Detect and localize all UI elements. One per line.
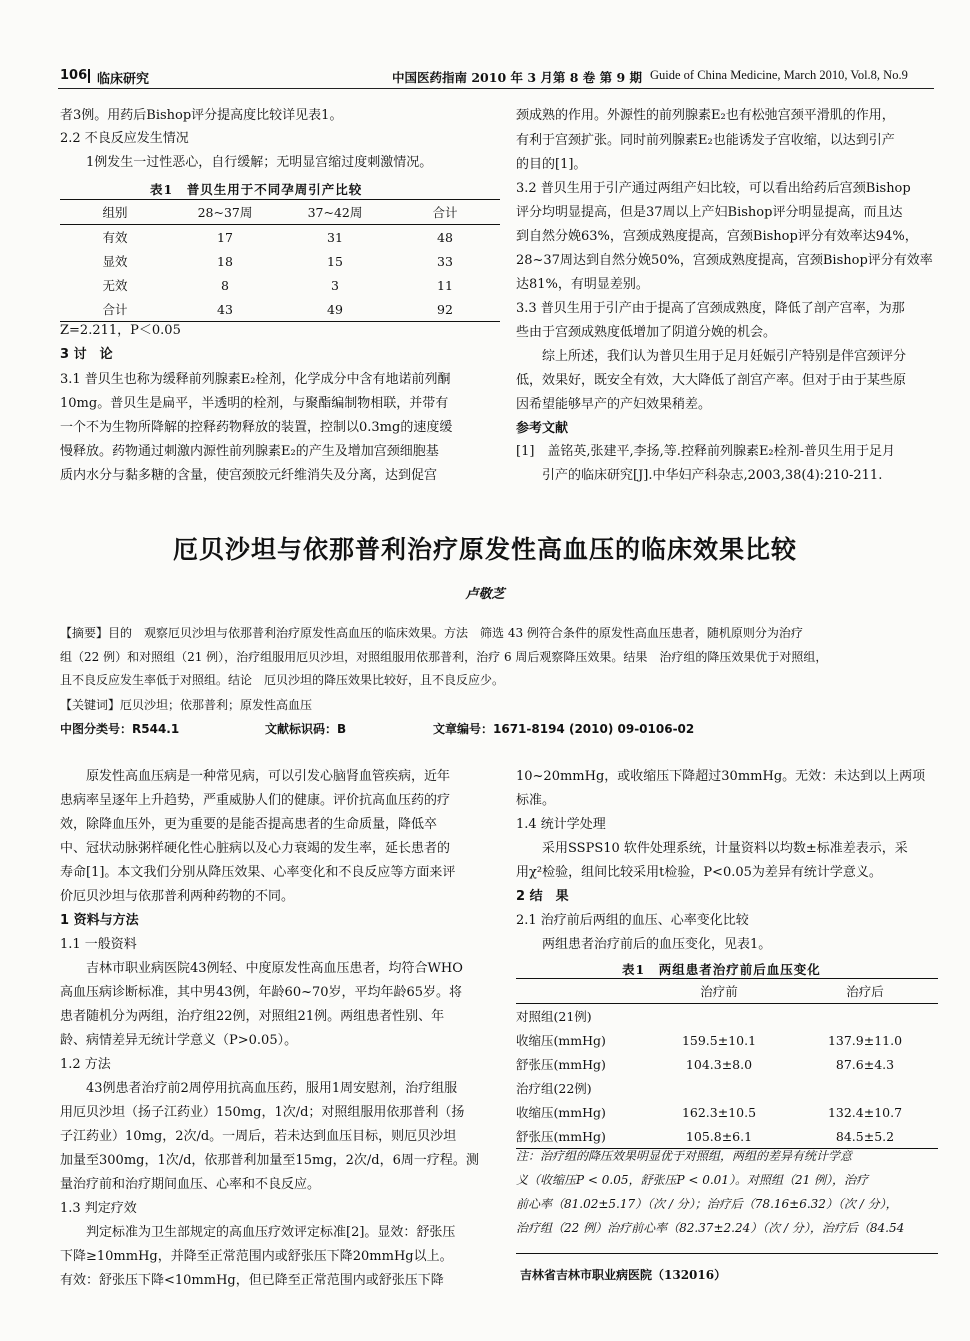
document-code: 文献标识码：B	[265, 722, 347, 736]
body-line: 原发性高血压病是一种常见病，可以引发心脑肾血管疾病，近年	[60, 769, 451, 784]
table-cell: 33	[437, 253, 453, 269]
table-cell: 31	[327, 229, 343, 245]
table-header-cell: 治疗前	[700, 984, 738, 999]
table-cell: 43	[217, 301, 233, 317]
subsection-heading: 1.4 统计学处理	[516, 817, 606, 832]
table-row	[516, 1124, 938, 1149]
subsection-heading: 2.1 治疗前后两组的血压、心率变化比较	[516, 913, 749, 928]
body-line: 子江药业）10mg，2次/d。一周后，若未达到血压目标，则厄贝沙坦	[60, 1129, 457, 1144]
abstract-line: 且不良反应发生率低于对照组。结论 厄贝沙坦的降压效果比较好，且不良反应少。	[60, 673, 505, 687]
table-cell: 92	[437, 301, 453, 317]
table-header-cell: 治疗后	[846, 984, 884, 999]
body-line: 量治疗前和治疗期间血压、心率和不良反应。	[60, 1177, 321, 1192]
journal-info-cn: 中国医药指南 2010 年 3 月第 8 卷 第 9 期	[392, 70, 643, 85]
header-divider-bar	[88, 69, 90, 83]
table-cell: 有效	[102, 230, 128, 245]
table-row	[60, 273, 500, 297]
subsection-heading: 1.3 判定疗效	[60, 1201, 137, 1216]
table-cell: 137.9±11.0	[827, 1032, 903, 1048]
table-cell: 舒张压(mmHg)	[516, 1057, 606, 1072]
table-note-line: 义（收缩压P < 0.05，舒张压P < 0.01）。对照组（21 例），治疗	[516, 1173, 869, 1187]
discussion-line: 质内水分与黏多糖的含量，使宫颈胶元纤维消失及分离，达到促宫	[60, 468, 438, 483]
table-row	[516, 1028, 938, 1052]
body-line: 10~20mmHg，或收缩压下降超过30mmHg。无效：未达到以上两项	[516, 769, 926, 784]
data-table	[60, 199, 500, 322]
table-cell	[646, 1004, 792, 1029]
table-row	[60, 225, 500, 250]
table-cell: 3	[331, 277, 339, 293]
table-cell: 舒张压(mmHg)	[516, 1129, 606, 1144]
body-line: 用厄贝沙坦（扬子江药业）150mg，1次/d；对照组服用依那普利（扬	[60, 1105, 465, 1120]
table-cell	[792, 1004, 938, 1029]
table-header-cell: 37~42周	[307, 205, 363, 220]
body-line: 加量至300mg，1次/d，依那普利加量至15mg，2次/d，6周一疗程。测	[60, 1153, 479, 1168]
table-cell: 84.5±5.2	[835, 1128, 895, 1144]
table-cell: 显效	[102, 254, 128, 269]
discussion-line: 10mg。普贝生是扁平，半透明的栓剂，与聚酯编制物相联，并带有	[60, 396, 449, 411]
subsection-heading: 1.2 方法	[60, 1057, 111, 1072]
table-cell	[792, 1076, 938, 1100]
table-cell: 对照组(21例)	[516, 1009, 592, 1024]
discussion-heading: 3 讨 论	[60, 347, 113, 362]
prev-right-line: 些由于宫颈成熟度低增加了阴道分娩的机会。	[516, 325, 777, 340]
table-header-row	[516, 979, 938, 1004]
table-row	[60, 249, 500, 273]
table-cell: 17	[217, 229, 233, 245]
article-number: 文章编号：1671-8194 (2010) 09-0106-02	[433, 722, 695, 736]
table-cell: 治疗组(22例)	[516, 1081, 592, 1096]
table-row	[516, 1052, 938, 1076]
body-line: 中、冠状动脉粥样硬化性心脏病以及心力衰竭的发生率，延长患者的	[60, 841, 451, 856]
page-number: 106	[60, 68, 88, 83]
reference-line: 引产的临床研究[J].中华妇产科杂志,2003,38(4):210-211.	[516, 468, 883, 483]
body-line: 龄、病情差异无统计学意义（P>0.05）。	[60, 1033, 298, 1048]
article-author: 卢敬芝	[465, 587, 505, 602]
discussion-line: 慢释放。药物通过刺激内源性前列腺素E₂的产生及增加宫颈细胞基	[60, 444, 439, 459]
table-cell: 132.4±10.7	[827, 1104, 903, 1120]
body-line: 采用SSPS10 软件处理系统，计量资料以均数±标准差表示，采	[516, 841, 908, 856]
table-cell: 18	[217, 253, 233, 269]
table-stat-note: Z=2.211，P＜0.05	[60, 323, 181, 338]
table-note-line: 治疗组（22 例）治疗前心率（82.37±2.24）（次 / 分），治疗后（84.54	[516, 1221, 905, 1235]
subsection-heading: 1.1 一般资料	[60, 937, 137, 952]
table-cell: 105.8±6.1	[685, 1128, 753, 1144]
section-heading: 2.2 不良反应发生情况	[60, 131, 189, 146]
table-cell: 无效	[102, 278, 128, 293]
prev-right-line: 有利于宫颈扩张。同时前列腺素E₂也能诱发子宫收缩，以达到引产	[516, 133, 895, 148]
table-cell: 104.3±8.0	[685, 1056, 753, 1072]
data-table	[516, 978, 938, 1149]
table-cell: 8	[221, 277, 229, 293]
table-cell: 收缩压(mmHg)	[516, 1033, 606, 1048]
affiliation-divider	[516, 1253, 938, 1254]
table-caption: 表1 普贝生用于不同孕周引产比较	[150, 182, 363, 197]
header-rule	[58, 88, 934, 89]
journal-info-en: Guide of China Medicine, March 2010, Vol.8, No.9	[650, 68, 908, 82]
table-header-cell: 合计	[432, 205, 458, 220]
prev-right-line: 到自然分娩63%，宫颈成熟度提高，宫颈Bishop评分有效率达94%，	[516, 229, 918, 244]
body-line: 下降≥10mmHg，并降至正常范围内或舒张压下降20mmHg以上。	[60, 1249, 453, 1264]
table-cell: 159.5±10.1	[681, 1032, 757, 1048]
table-cell	[646, 1076, 792, 1100]
references-heading: 参考文献	[516, 421, 569, 436]
discussion-line: 一个不为生物所降解的控释药物释放的装置，控制以0.3mg的速度缓	[60, 420, 453, 435]
table-row	[516, 1004, 938, 1029]
table-cell: 11	[437, 277, 453, 293]
body-line: 患者随机分为两组，治疗组22例，对照组21例。两组患者性别、年	[60, 1009, 445, 1024]
author-affiliation: 吉林省吉林市职业病医院（132016）	[520, 1268, 727, 1282]
abstract-line: 组（22 例）和对照组（21 例），治疗组服用厄贝沙坦，对照组服用依那普利，治疗 6 周后观察降压效果。结果 治疗组的降压效果优于对照组，	[60, 650, 828, 664]
abstract-line: 【摘要】目的 观察厄贝沙坦与依那普利治疗原发性高血压的临床效果。方法 筛选 43 例符合条件的原发性高血压患者，随机原则分为治疗	[60, 626, 803, 640]
table-row	[516, 1100, 938, 1124]
table-header-cell	[516, 979, 646, 1004]
discussion-line: 3.1 普贝生也称为缓释前列腺素E₂栓剂，化学成分中含有地诺前列酮	[60, 372, 451, 387]
table-header-cell: 28~37周	[197, 205, 253, 220]
prev-text-line: 者3例。用药后Bishop评分提高度比较详见表1。	[60, 108, 343, 123]
body-line: 高血压病诊断标准，其中男43例，年龄60~70岁，平均年龄65岁。将	[60, 985, 463, 1000]
table-row	[516, 1076, 938, 1100]
body-line: 两组患者治疗前后的血压变化，见表1。	[516, 937, 772, 952]
clc-number: 中图分类号：R544.1	[60, 722, 180, 736]
table-note-line: 前心率（81.02±5.17）（次 / 分）；治疗后（78.16±6.32）（次 / 分），	[516, 1197, 898, 1211]
prev-right-line: 因希望能够早产的产妇效果稍差。	[516, 397, 712, 412]
body-line: 寿命[1]。本文我们分别从降压效果、心率变化和不良反应等方面来评	[60, 865, 456, 880]
table-cell: 15	[327, 253, 343, 269]
table-row	[60, 297, 500, 322]
table-caption: 表1 两组患者治疗前后血压变化	[622, 962, 821, 977]
section-label: 临床研究	[97, 72, 150, 87]
section-heading: 1 资料与方法	[60, 913, 139, 928]
prev-right-line: 评分均明显提高，但是37周以上产妇Bishop评分明显提高，而且达	[516, 205, 903, 220]
table-cell: 162.3±10.5	[681, 1104, 757, 1120]
body-line: 判定标准为卫生部规定的高血压疗效评定标准[2]。显效：舒张压	[60, 1225, 456, 1240]
table-cell: 49	[327, 301, 343, 317]
table-cell: 87.6±4.3	[835, 1056, 895, 1072]
article-title: 厄贝沙坦与依那普利治疗原发性高血压的临床效果比较	[172, 535, 797, 564]
prev-right-line: 低，效果好，既安全有效，大大降低了剖宫产率。但对于由于某些原	[516, 373, 907, 388]
body-line: 患病率呈逐年上升趋势，严重威胁人们的健康。评价抗高血压药的疗	[60, 793, 451, 808]
body-line: 标准。	[516, 793, 556, 808]
table-note-line: 注：治疗组的降压效果明显优于对照组，两组的差异有统计学意	[516, 1149, 853, 1163]
table-cell: 收缩压(mmHg)	[516, 1105, 606, 1120]
table-cell: 48	[437, 229, 453, 245]
section-heading: 2 结 果	[516, 889, 569, 904]
body-line: 43例患者治疗前2周停用抗高血压药，服用1周安慰剂，治疗组服	[60, 1081, 458, 1096]
prev-right-line: 综上所述，我们认为普贝生用于足月妊娠引产特别是伴宫颈评分	[516, 349, 907, 364]
body-line: 效，除降血压外，更为重要的是能否提高患者的生命质量，降低卒	[60, 817, 438, 832]
prev-right-line: 的目的[1]。	[516, 157, 587, 172]
prev-right-line: 3.3 普贝生用于引产由于提高了宫颈成熟度，降低了剖产宫率，为那	[516, 301, 905, 316]
prev-right-line: 28~37周达到自然分娩50%，宫颈成熟度提高，宫颈Bishop评分有效率	[516, 253, 933, 268]
table-header-row	[60, 200, 500, 225]
prev-text-line: 1例发生一过性恶心，自行缓解；无明显宫缩过度刺激情况。	[86, 155, 433, 170]
keywords-line: 【关键词】厄贝沙坦；依那普利；原发性高血压	[60, 698, 313, 712]
table-cell: 合计	[102, 302, 128, 317]
body-line: 有效：舒张压下降<10mmHg，但已降至正常范围内或舒张压下降	[60, 1273, 444, 1288]
table-header-cell: 组别	[102, 205, 128, 220]
prev-right-line: 达81%，有明显差别。	[516, 277, 649, 292]
body-line: 用χ²检验，组间比较采用t检验，P<0.05为差异有统计学意义。	[516, 865, 882, 880]
body-line: 价厄贝沙坦与依那普利两种药物的不同。	[60, 889, 295, 904]
prev-right-line: 颈成熟的作用。外源性的前列腺素E₂也有松弛宫颈平滑肌的作用，	[516, 108, 895, 123]
prev-right-line: 3.2 普贝生用于引产通过两组产妇比较，可以看出给药后宫颈Bishop	[516, 181, 911, 196]
body-line: 吉林市职业病医院43例轻、中度原发性高血压患者，均符合WHO	[60, 961, 463, 976]
reference-line: [1] 盖铭英,张建平,李扬,等.控释前列腺素E₂栓剂-普贝生用于足月	[516, 444, 896, 459]
